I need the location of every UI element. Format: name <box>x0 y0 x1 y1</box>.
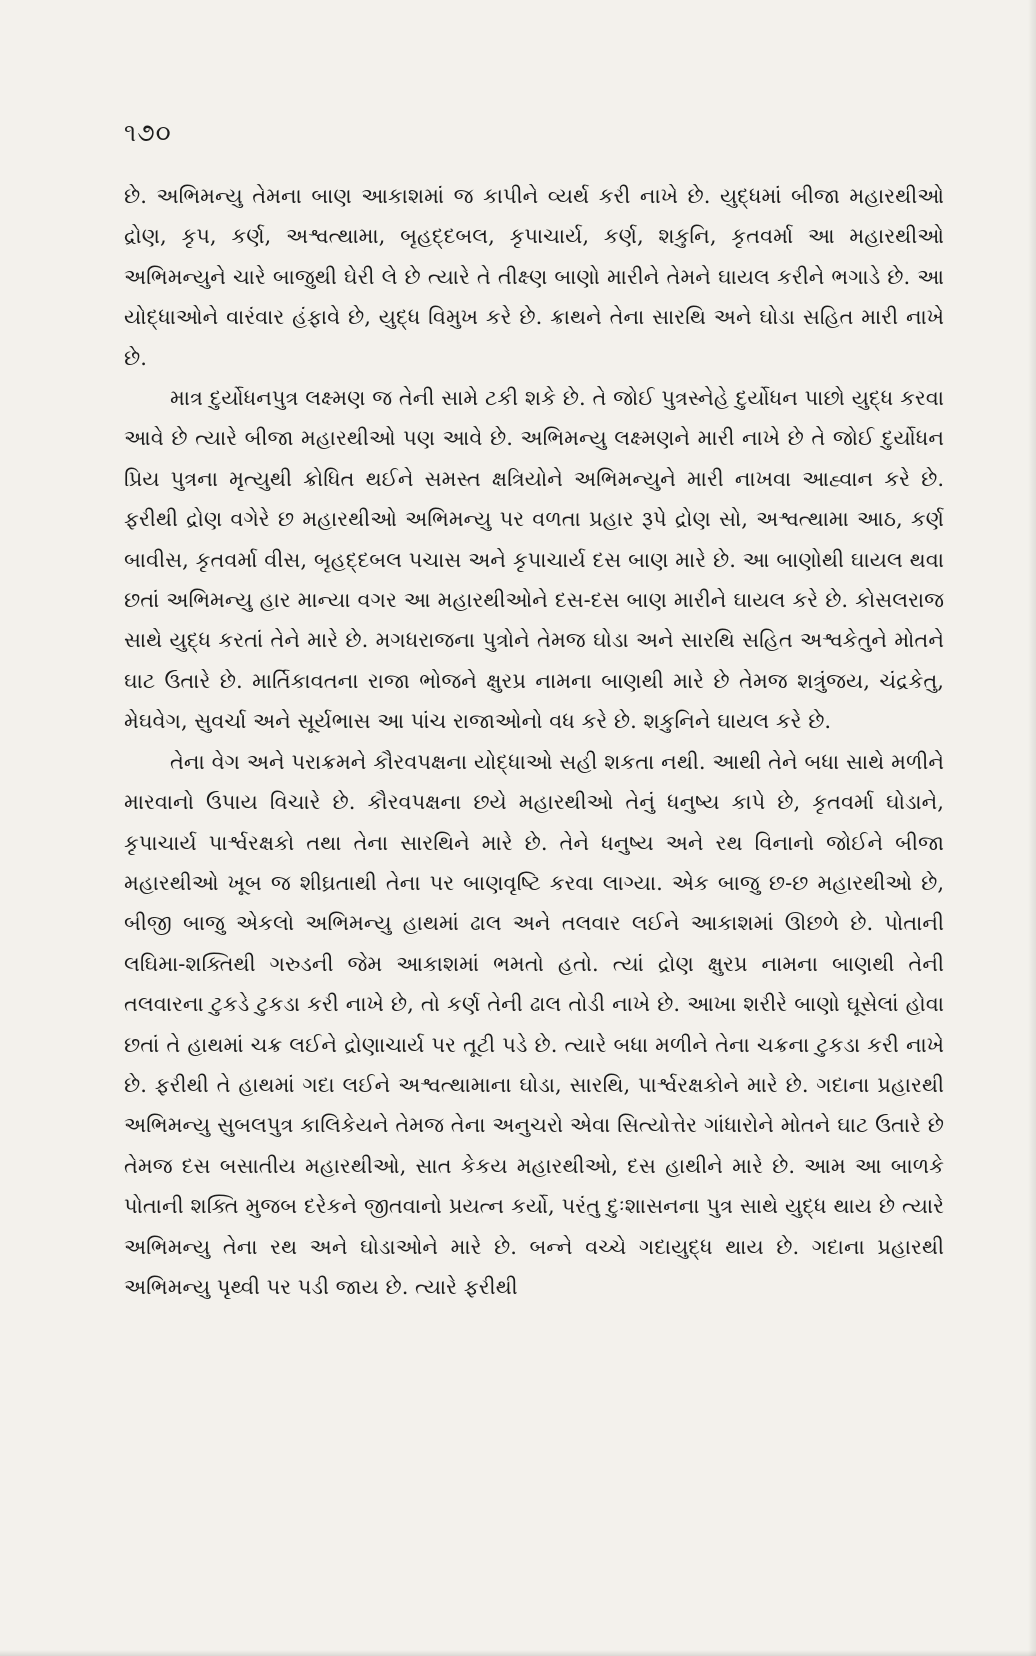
body-text <box>124 176 944 1307</box>
page-number: ૧૭૦ <box>124 118 172 147</box>
paragraph-1: છે. અભિમન્યુ તેમના બાણ આકાશમાં જ કાપીને વ્યર્થ કરી નાખે છે. યુદ્ધમાં બીજા મહારથીઓ દ્રોણ, કૃપ, કર્ણ, અશ્વત્થામા, બૃહદ્દબલ, કૃપાચાર્ય, કર્ણ, શકુનિ, કૃતવર્મા આ મહારથીઓ અભિમન્યુને ચારે બાજુથી ઘેરી લે છે ત્યારે તે તીક્ષ્ણ બાણો મારીને તેમને ઘાયલ કરીને ભગાડે છે. આ યોદ્ધાઓને વારંવાર હંફાવે છે, યુદ્ધ વિમુખ કરે છે. ક્રાથને તેના સારથિ અને ઘોડા સહિત મારી નાખે છે. <box>124 184 944 370</box>
paragraph-2: માત્ર દુર્યોધનપુત્ર લક્ષ્મણ જ તેની સામે ટકી શકે છે. તે જોઈ પુત્રસ્નેહે દુર્યોધન પાછો યુદ્ધ કરવા આવે છે ત્યારે બીજા મહારથીઓ પણ આવે છે. અભિમન્યુ લક્ષ્મણને મારી નાખે છે તે જોઈ દુર્યોધન પ્રિય પુત્રના મૃત્યુથી ક્રોધિત થઈને સમસ્ત ક્ષત્રિયોને અભિમન્યુને મારી નાખવા આહ્વાન કરે છે. ફરીથી દ્રોણ વગેરે છ મહારથીઓ અભિમન્યુ પર વળતા પ્રહાર રૂપે દ્રોણ સો, અશ્વત્થામા આઠ, કર્ણ બાવીસ, કૃતવર્મા વીસ, બૃહદ્દબલ પચાસ અને કૃપાચાર્ય દસ બાણ મારે છે. આ બાણોથી ઘાયલ થવા છતાં અભિમન્યુ હાર માન્યા વગર આ મહારથીઓને દસ-દસ બાણ મારીને ઘાયલ કરે છે. કોસલરાજ સાથે યુદ્ધ કરતાં તેને મારે છે. મગધરાજના પુત્રોને તેમજ ઘોડા અને સારથિ સહિત અશ્વકેતુને મોતને ઘાટ ઉતારે છે. માર્તિકાવતના રાજા ભોજને ક્ષુરપ્ર નામના બાણથી મારે છે તેમજ શત્રુંજય, ચંદ્રકેતુ, મેઘવેગ, સુવર્ચા અને સૂર્યભાસ આ પાંચ રાજાઓનો વધ કરે છે. શકુનિને ઘાયલ કરે છે. <box>124 386 944 734</box>
page-bottom-shadow <box>0 1650 1036 1656</box>
page-edge-shadow <box>1028 0 1036 1656</box>
paragraph-3: તેના વેગ અને પરાક્રમને કૌરવપક્ષના યોદ્ધાઓ સહી શકતા નથી. આથી તેને બધા સાથે મળીને મારવાનો ઉપાય વિચારે છે. કૌરવપક્ષના છયે મહારથીઓ તેનું ધનુષ્ય કાપે છે, કૃતવર્મા ઘોડાને, કૃપાચાર્ય પાર્શ્વરક્ષકો તથા તેના સારથિને મારે છે. તેને ધનુષ્ય અને રથ વિનાનો જોઈને બીજા મહારથીઓ ખૂબ જ શીઘ્રતાથી તેના પર બાણવૃષ્ટિ કરવા લાગ્યા. એક બાજુ છ-છ મહારથીઓ છે, બીજી બાજુ એકલો અભિમન્યુ હાથમાં ઢાલ અને તલવાર લઈને આકાશમાં ઊછળે છે. પોતાની લઘિમા-શક્તિથી ગરુડની જેમ આકાશમાં ભમતો હતો. ત્યાં દ્રોણ ક્ષુરપ્ર નામના બાણથી તેની તલવારના ટુકડે ટુકડા કરી નાખે છે, તો કર્ણ તેની ઢાલ તોડી નાખે છે. આખા શરીરે બાણો ઘૂસેલાં હોવા છતાં તે હાથમાં ચક્ર લઈને દ્રોણાચાર્ય પર તૂટી પડે છે. ત્યારે બધા મળીને તેના ચક્રના ટુકડા કરી નાખે છે. ફરીથી તે હાથમાં ગદા લઈને અશ્વત્થામાના ઘોડા, સારથિ, પાર્શ્વરક્ષકોને મારે છે. ગદાના પ્રહારથી અભિમન્યુ સુબલપુત્ર કાલિકેયને તેમજ તેના અનુચરો એવા સિત્યોત્તેર ગાંધારોને મોતને ઘાટ ઉતારે છે તેમજ દસ બસાતીય મહારથીઓ, સાત કેકય મહારથીઓ, દસ હાથીને મારે છે. આમ આ બાળકે પોતાની શક્તિ મુજબ દરેકને જીતવાનો પ્રયત્ન કર્યો, પરંતુ દુઃશાસનના પુત્ર સાથે યુદ્ધ થાય છે ત્યારે અભિમન્યુ તેના રથ અને ઘોડાઓને મારે છે. બન્ને વચ્ચે ગદાયુદ્ધ થાય છે. ગદાના પ્રહારથી અભિમન્યુ પૃથ્વી પર પડી જાય છે. ત્યારે ફરીથી <box>124 749 944 1299</box>
